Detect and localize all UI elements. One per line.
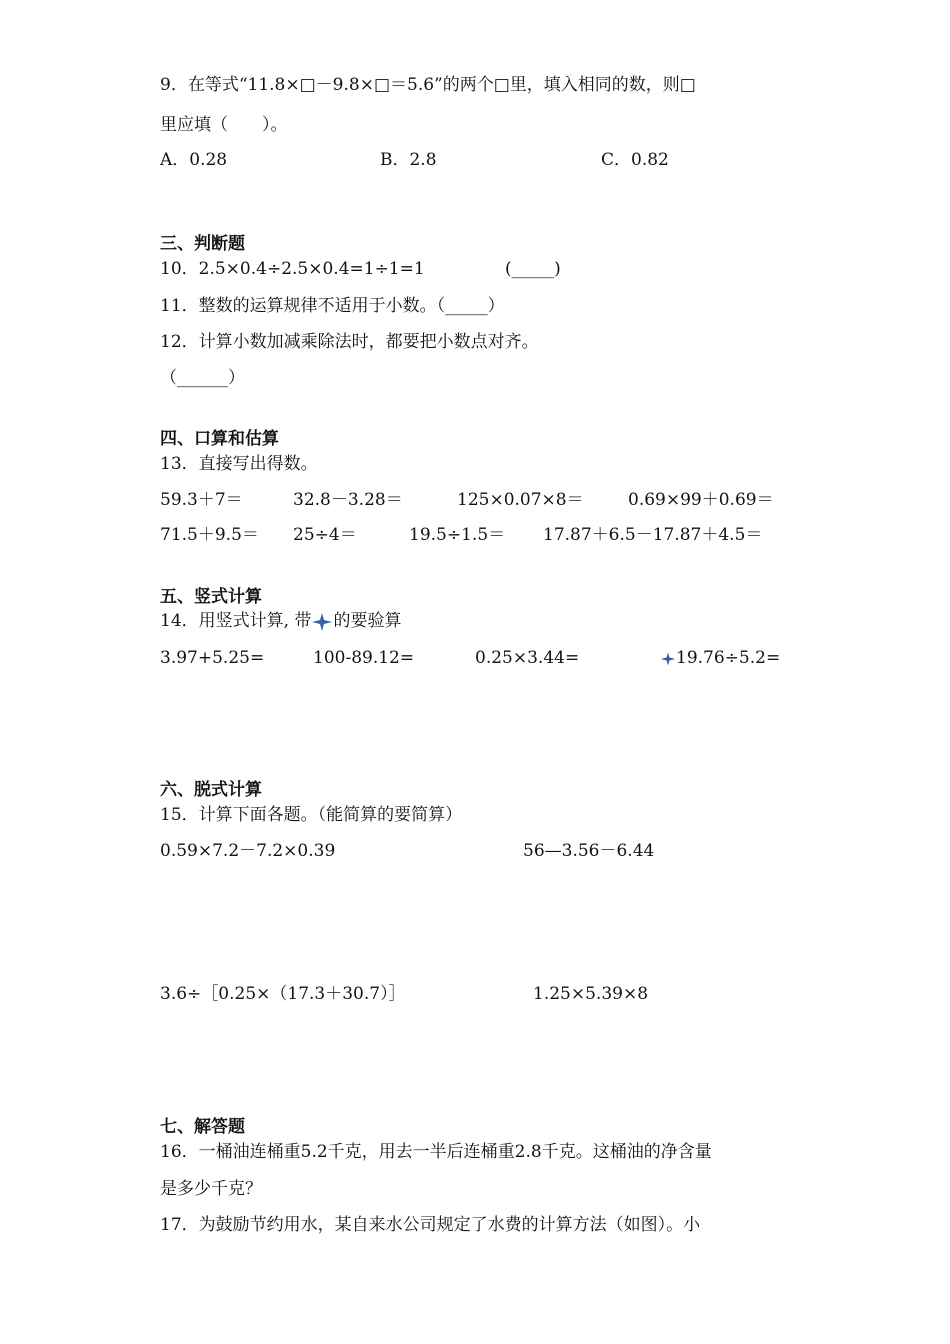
calc-item: 25÷4＝ [293, 525, 357, 545]
q17-line1: 17．为鼓励节约用水，某自来水公司规定了水费的计算方法（如图）。小 [160, 1215, 701, 1235]
section3-title: 三、判断题 [160, 234, 245, 254]
vertical-calc-item: 0.25×3.44= [475, 648, 580, 668]
q14-text [160, 610, 401, 632]
calc-item: 0.69×99＋0.69＝ [628, 490, 774, 510]
calc-item: 59.3＋7＝ [160, 490, 243, 510]
q9-option-b: B．2.8 [380, 150, 437, 170]
q9-option-c: C．0.82 [601, 150, 669, 170]
section6-title: 六、脱式计算 [160, 780, 262, 800]
vertical-calc-item: 3.97+5.25= [160, 648, 265, 668]
vertical-calc-text: 19.76÷5.2= [676, 648, 781, 668]
q12-text: 12．计算小数加减乘除法时，都要把小数点对齐。 [160, 332, 539, 352]
section4-title: 四、口算和估算 [160, 429, 279, 449]
stepwise-item: 56—3.56－6.44 [523, 841, 655, 861]
vertical-calc-item: 100-89.12= [313, 648, 415, 668]
section7-title: 七、解答题 [160, 1117, 245, 1137]
calc-item: 19.5÷1.5＝ [409, 525, 506, 545]
vertical-calc-item-starred [660, 647, 780, 669]
calc-item: 125×0.07×8＝ [457, 490, 584, 510]
q9-line2: 里应填（ ）。 [160, 115, 288, 135]
q9-option-a: A．0.28 [160, 150, 228, 170]
q13-text: 13．直接写出得数。 [160, 454, 318, 474]
q12-blank: （______） [160, 368, 245, 388]
q10-text: 10．2.5×0.4÷2.5×0.4=1÷1=1 [160, 259, 425, 279]
q10-blank: (_____) [505, 259, 561, 279]
q14-prefix: 14．用竖式计算, 带 [160, 611, 312, 631]
calc-item: 32.8－3.28＝ [293, 490, 403, 510]
q16-line2: 是多少千克？ [160, 1179, 262, 1199]
stepwise-item: 1.25×5.39×8 [533, 984, 649, 1004]
q15-text: 15．计算下面各题。（能简算的要简算） [160, 805, 463, 825]
section5-title: 五、竖式计算 [160, 587, 262, 607]
star-icon [660, 651, 676, 667]
calc-item: 17.87＋6.5－17.87＋4.5＝ [543, 525, 763, 545]
stepwise-item: 0.59×7.2－7.2×0.39 [160, 841, 336, 861]
q9-line1: 9．在等式“11.8×□－9.8×□＝5.6”的两个□里，填入相同的数，则□ [160, 75, 696, 95]
q11-text: 11．整数的运算规律不适用于小数。（_____） [160, 296, 505, 316]
q14-suffix: 的要验算 [333, 611, 402, 631]
star-icon [311, 612, 333, 632]
calc-item: 71.5＋9.5＝ [160, 525, 259, 545]
stepwise-item: 3.6÷［0.25×（17.3＋30.7）］ [160, 984, 406, 1004]
q16-line1: 16．一桶油连桶重5.2千克，用去一半后连桶重2.8千克。这桶油的净含量 [160, 1142, 712, 1162]
